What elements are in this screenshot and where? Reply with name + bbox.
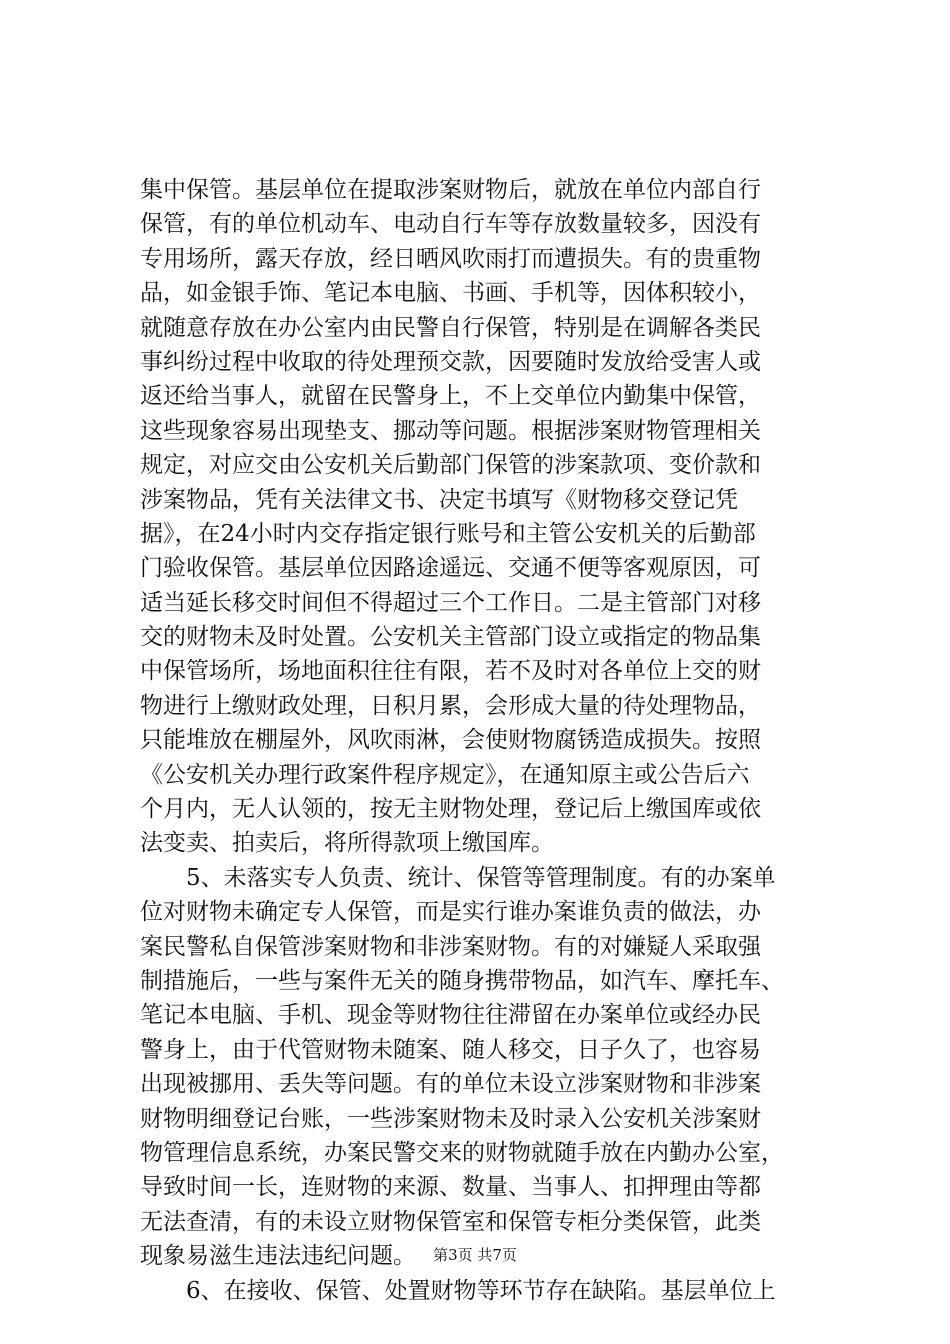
text-line: 涉案物品，凭有关法律文书、决定书填写《财物移交登记凭 — [140, 486, 738, 513]
text-line: 品，如金银手饰、笔记本电脑、书画、手机等，因体积较小， — [140, 280, 761, 307]
text-line: 笔记本电脑、手机、现金等财物往往滞留在办案单位或经办民 — [140, 1002, 761, 1029]
body-text — [140, 173, 840, 1308]
text-line: 就随意存放在办公室内由民警自行保管，特别是在调解各类民 — [140, 314, 761, 341]
text-line: 出现被挪用、丢失等问题。有的单位未设立涉案财物和非涉案 — [140, 1071, 761, 1098]
text-line: 返还给当事人，就留在民警身上，不上交单位内勤集中保管， — [140, 383, 761, 410]
text-line: 现象易滋生违法违纪问题。 — [140, 1243, 416, 1270]
text-line: 规定，对应交由公安机关后勤部门保管的涉案款项、变价款和 — [140, 452, 761, 479]
text-line: 5、未落实专人负责、统计、保管等管理制度。有的办案单 — [140, 864, 776, 891]
text-line: 《公安机关办理行政案件程序规定》，在通知原主或公告后六 — [140, 761, 750, 788]
text-line: 门验收保管。基层单位因路途遥远、交通不便等客观原因，可 — [140, 555, 761, 582]
text-line: 位对财物未确定专人保管，而是实行谁办案谁负责的做法，办 — [140, 899, 761, 926]
text-line: 6、在接收、保管、处置财物等环节存在缺陷。基层单位上 — [140, 1277, 776, 1304]
text-line: 导致时间一长，连财物的来源、数量、当事人、扣押理由等都 — [140, 1174, 761, 1201]
text-line: 法变卖、拍卖后，将所得款项上缴国库。 — [140, 830, 554, 857]
text-line: 这些现象容易出现垫支、挪动等问题。根据涉案财物管理相关 — [140, 417, 761, 444]
text-line: 物进行上缴财政处理，日积月累，会形成大量的待处理物品， — [140, 692, 761, 719]
text-line: 据》，在24小时内交存指定银行账号和主管公安机关的后勤部 — [140, 520, 756, 547]
text-line: 适当延长移交时间但不得超过三个工作日。二是主管部门对移 — [140, 589, 761, 616]
text-line: 事纠纷过程中收取的待处理预交款，因要随时发放给受害人或 — [140, 348, 761, 375]
text-line: 中保管场所，场地面积往往有限，若不及时对各单位上交的财 — [140, 658, 761, 685]
text-line: 保管，有的单位机动车、电动自行车等存放数量较多，因没有 — [140, 211, 761, 238]
text-line: 警身上，由于代管财物未随案、随人移交，日子久了，也容易 — [140, 1036, 761, 1063]
text-line: 集中保管。基层单位在提取涉案财物后，就放在单位内部自行 — [140, 177, 761, 203]
page-footer: 第3页 共7页 — [433, 1246, 517, 1264]
text-line: 专用场所，露天存放，经日晒风吹雨打而遭损失。有的贵重物 — [140, 245, 761, 272]
text-line: 案民警私自保管涉案财物和非涉案财物。有的对嫌疑人采取强 — [140, 933, 761, 960]
text-line: 物管理信息系统，办案民警交来的财物就随手放在内勤办公室， — [140, 1139, 784, 1166]
text-line: 制措施后，一些与案件无关的随身携带物品，如汽车、摩托车、 — [140, 967, 784, 994]
text-line: 只能堆放在棚屋外，风吹雨淋，会使财物腐锈造成损失。按照 — [140, 727, 761, 754]
text-line: 个月内，无人认领的，按无主财物处理，登记后上缴国库或依 — [140, 796, 761, 823]
text-line: 财物明细登记台账，一些涉案财物未及时录入公安机关涉案财 — [140, 1105, 761, 1132]
text-line: 交的财物未及时处置。公安机关主管部门设立或指定的物品集 — [140, 624, 761, 651]
text-line: 无法查清，有的未设立财物保管室和保管专柜分类保管，此类 — [140, 1208, 761, 1235]
